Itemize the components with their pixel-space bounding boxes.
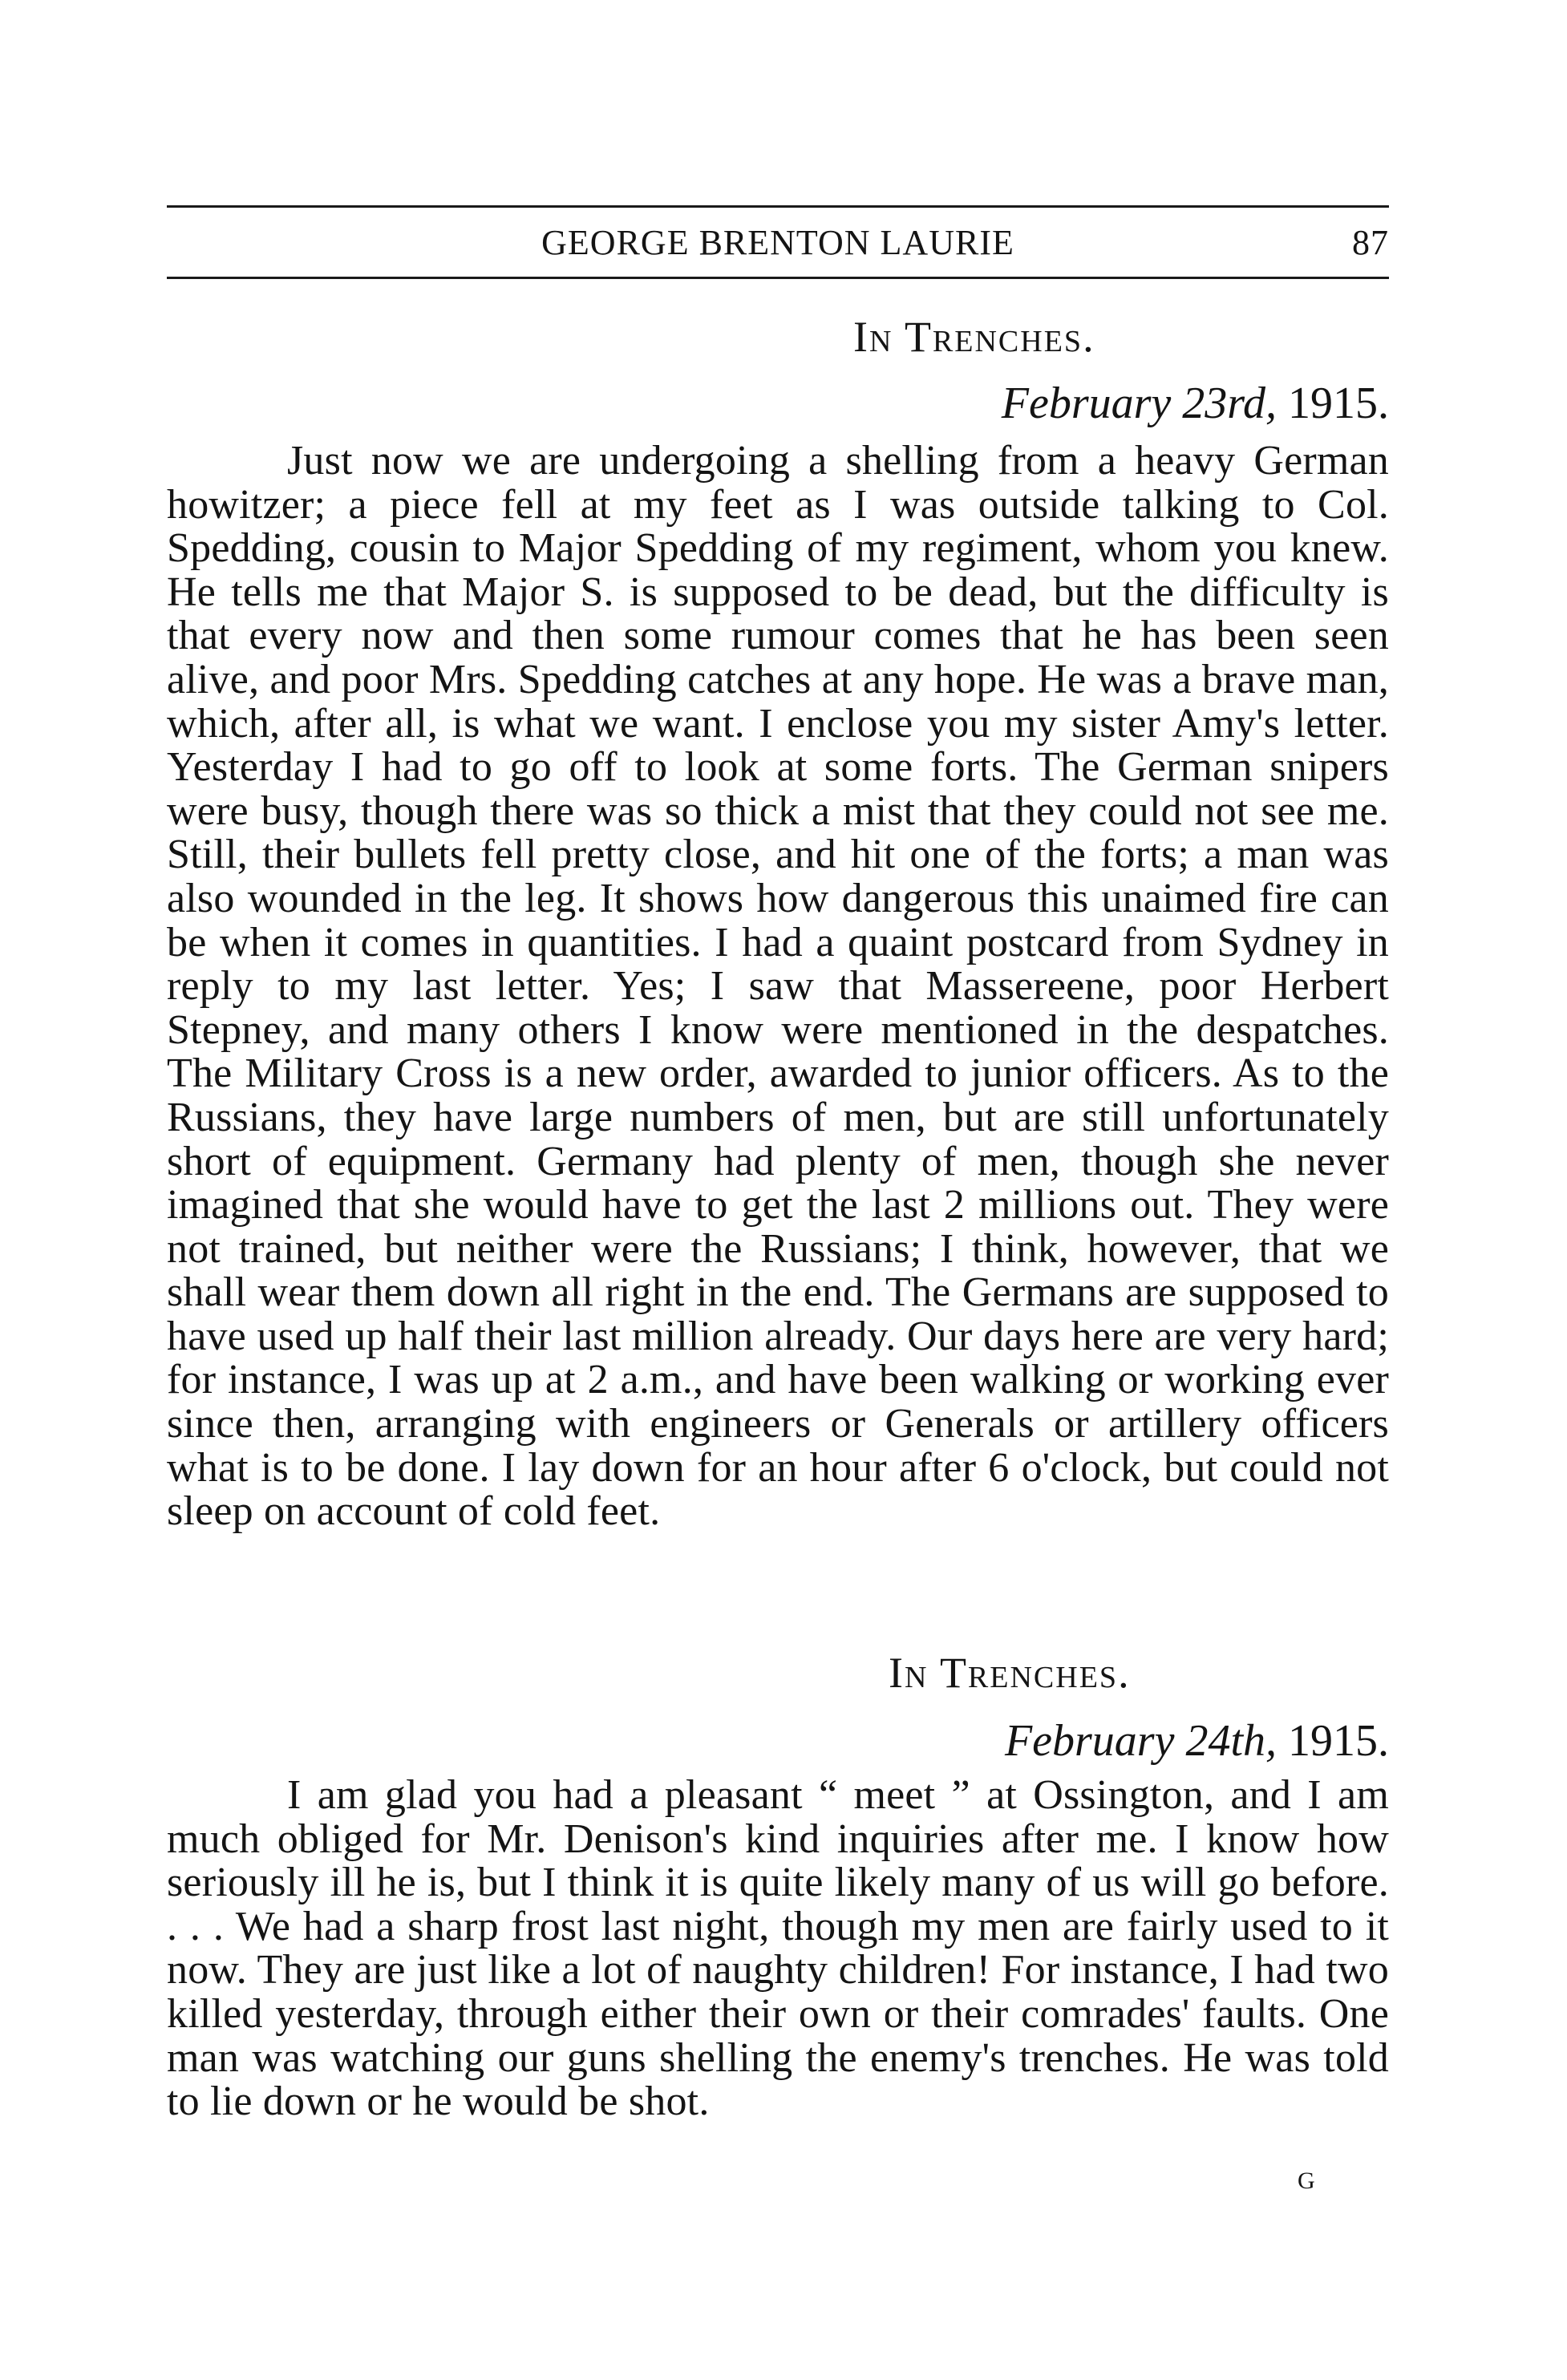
- letter-2-body: I am glad you had a pleasant “ meet ” at Ossington, and I am much obliged for Mr. Denison's kind inquiries after me. I know how seriously ill he is, but I think it is quite likely many of us will go before. . . . We had a sharp frost last night, though my men are fairly used to it now. They are just like a lot of naughty children! For instance, I had two killed yesterday, through either their own or their comrades' faults. One man was watching our guns shelling the enemy's trenches. He was told to lie down or he would be shot.: [167, 1772, 1389, 2125]
- running-title: GEORGE BRENTON LAURIE: [541, 223, 1014, 262]
- page-number: 87: [1352, 223, 1389, 262]
- letter-1-location: In Trenches.: [853, 313, 1095, 361]
- letter-2-date-month-day: February 24th,: [1004, 1716, 1277, 1766]
- letter-2-location: In Trenches.: [889, 1649, 1131, 1697]
- letter-1-date: [1002, 377, 1389, 430]
- header-rule-top: [167, 205, 1389, 208]
- letter-1-body: Just now we are undergoing a shelling from a heavy German howitzer; a piece fell at my feet as I was outside talking to Col. Spedding, cousin to Major Spedding of my regiment, whom you knew. He tells me that Major S. is supposed to be dead, but the difficulty is that every now and then some rumour comes that he has been seen alive, and poor Mrs. Spedding catches at any hope. He was a brave man, which, after all, is what we want. I enclose you my sister Amy's letter. Yesterday I had to go off to look at some forts. The German snipers were busy, though there was so thick a mist that they could not see me. Still, their bullets fell pretty close, and hit one of the forts; a man was also wounded in the leg. It shows how dangerous this unaimed fire can be when it comes in quantities. I had a quaint postcard from Sydney in reply to my last letter. Yes; I saw that Massereene, poor Herbert Stepney, and many others I know were mentioned in the despatches. The Military Cross is a new order, awarded to junior officers. As to the Russians, they have large numbers of men, but are still unfortunately short of equipment. Germany had plenty of men, though she never imagined that she would have to get the last 2 millions out. They were not trained, but neither were the Russians; I think, however, that we shall wear them down all right in the end. The Germans are supposed to have used up half their last million already. Our days here are very hard; for instance, I was up at 2 a.m., and have been walking or working ever since then, arranging with engineers or Generals or artillery officers what is to be done. I lay down for an hour after 6 o'clock, but could not sleep on account of cold feet.: [167, 438, 1389, 1535]
- letter-2-date: [1005, 1714, 1389, 1767]
- header-rule-bottom: [167, 277, 1389, 279]
- running-head: [167, 217, 1389, 269]
- letter-2-date-year: 1915.: [1288, 1716, 1389, 1766]
- signature-mark: G: [1298, 2168, 1316, 2194]
- letter-1-date-month-day: February 23rd,: [1001, 378, 1277, 428]
- letter-1-date-year: 1915.: [1288, 378, 1389, 428]
